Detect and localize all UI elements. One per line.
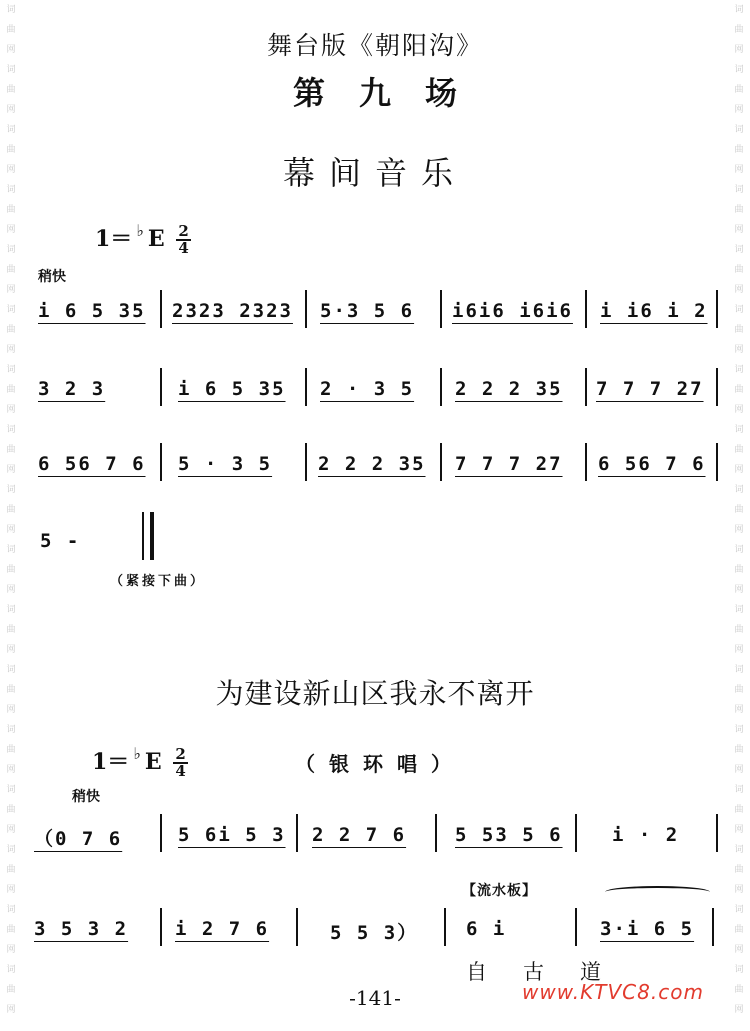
side-watermark-char: 网 xyxy=(734,1005,744,1015)
side-watermark-char: 曲 xyxy=(6,865,16,875)
side-watermark-char: 网 xyxy=(734,345,744,355)
bar-line xyxy=(585,368,587,406)
bar-line xyxy=(305,368,307,406)
side-watermark-char: 词 xyxy=(6,365,16,375)
side-watermark-char: 词 xyxy=(6,65,16,75)
lyrics-line: 自古道 xyxy=(466,960,637,984)
side-watermark-char: 词 xyxy=(734,845,744,855)
side-watermark-char: 曲 xyxy=(6,325,16,335)
side-watermark-char: 词 xyxy=(6,185,16,195)
key-note: E xyxy=(144,749,162,775)
final-bar-thick xyxy=(150,512,154,560)
side-watermark-char: 曲 xyxy=(6,805,16,815)
side-watermark-char: 词 xyxy=(6,845,16,855)
side-watermark-char: 词 xyxy=(6,545,16,555)
measure: 5 - xyxy=(40,530,81,552)
side-watermark-char: 网 xyxy=(734,465,744,475)
tempo-marking-2: 稍快 xyxy=(72,789,100,805)
slur xyxy=(605,886,710,898)
flat-sign: ♭ xyxy=(133,744,141,763)
measure: i 2 7 6 xyxy=(175,918,270,940)
side-watermark-char: 词 xyxy=(6,125,16,135)
side-watermark-char: 网 xyxy=(6,465,16,475)
time-numerator: 2 xyxy=(178,222,189,240)
side-watermark-char: 网 xyxy=(6,225,16,235)
measure: 6 56 7 6 xyxy=(598,453,706,475)
bar-line xyxy=(444,908,446,946)
side-watermark-char: 网 xyxy=(6,945,16,955)
measure: 5·3 5 6 xyxy=(320,300,415,322)
side-watermark-char: 网 xyxy=(734,825,744,835)
key-signature-1 xyxy=(95,222,191,256)
staff-row xyxy=(0,824,750,864)
side-watermark-char: 曲 xyxy=(6,85,16,95)
side-watermark-char: 词 xyxy=(734,785,744,795)
tempo-marking-1: 稍快 xyxy=(38,269,66,285)
side-watermark-char: 词 xyxy=(734,965,744,975)
side-watermark-char: 网 xyxy=(734,525,744,535)
measure: i · 2 xyxy=(612,824,680,846)
side-watermark-char: 曲 xyxy=(6,985,16,995)
measure: 5 5 3） xyxy=(330,922,419,944)
side-watermark-char: 词 xyxy=(734,725,744,735)
measure: i 6 5 35 xyxy=(178,378,286,400)
side-watermark-char: 曲 xyxy=(734,565,744,575)
bar-line xyxy=(585,443,587,481)
side-watermark-char: 曲 xyxy=(734,745,744,755)
side-watermark-char: 曲 xyxy=(734,445,744,455)
side-watermark-char: 词 xyxy=(734,5,744,15)
side-watermark-char: 词 xyxy=(734,605,744,615)
side-watermark-char: 网 xyxy=(6,405,16,415)
bar-line xyxy=(296,908,298,946)
section-title-song: 为建设新山区我永不离开 xyxy=(215,677,535,710)
side-watermark-char: 网 xyxy=(6,525,16,535)
side-watermark-char: 网 xyxy=(6,45,16,55)
side-watermark-char: 词 xyxy=(734,125,744,135)
side-watermark-char: 网 xyxy=(734,585,744,595)
side-watermark-char: 词 xyxy=(734,365,744,375)
measure: 6 i xyxy=(466,918,507,940)
side-watermark-char: 网 xyxy=(734,945,744,955)
side-watermark-char: 曲 xyxy=(6,625,16,635)
side-watermark-char: 曲 xyxy=(6,445,16,455)
side-watermark-char: 曲 xyxy=(6,685,16,695)
bar-line xyxy=(435,814,437,852)
measure: 2 2 2 35 xyxy=(455,378,563,400)
side-watermark-char: 网 xyxy=(734,645,744,655)
bar-line xyxy=(160,290,162,328)
bar-line xyxy=(440,443,442,481)
bar-line xyxy=(160,368,162,406)
bar-line xyxy=(712,908,714,946)
bar-line xyxy=(440,290,442,328)
side-watermark-char: 词 xyxy=(6,605,16,615)
side-watermark-char: 网 xyxy=(734,45,744,55)
side-watermark-char: 曲 xyxy=(6,505,16,515)
time-numerator: 2 xyxy=(175,745,186,763)
bar-line xyxy=(305,443,307,481)
bar-line xyxy=(575,908,577,946)
side-watermark-char: 曲 xyxy=(734,925,744,935)
bar-line xyxy=(160,443,162,481)
scene-title: 第九场 xyxy=(292,74,491,112)
flat-sign: ♭ xyxy=(136,221,144,240)
measure: i6i6 i6i6 xyxy=(452,300,573,322)
side-watermark-char: 词 xyxy=(734,185,744,195)
time-denominator: 4 xyxy=(178,239,189,257)
bar-line xyxy=(575,814,577,852)
measure: 5 6i 5 3 xyxy=(178,824,286,846)
side-watermark-char: 曲 xyxy=(734,505,744,515)
side-watermark-char: 网 xyxy=(734,105,744,115)
side-watermark-char: 词 xyxy=(734,245,744,255)
side-watermark-char: 网 xyxy=(6,885,16,895)
side-watermark-char: 网 xyxy=(734,765,744,775)
side-watermark-char: 网 xyxy=(734,165,744,175)
side-watermark-char: 曲 xyxy=(6,925,16,935)
side-watermark-char: 网 xyxy=(734,885,744,895)
side-watermark-char: 词 xyxy=(6,725,16,735)
side-watermark-char: 曲 xyxy=(6,265,16,275)
side-watermark-char: 词 xyxy=(734,665,744,675)
measure: 5 53 5 6 xyxy=(455,824,563,846)
side-watermark-char: 曲 xyxy=(734,25,744,35)
site-watermark: www.KTVC8.com xyxy=(522,980,704,1004)
side-watermark-char: 曲 xyxy=(6,385,16,395)
side-watermark-char: 曲 xyxy=(734,85,744,95)
final-bar-thin xyxy=(142,512,144,560)
side-watermark-char: 网 xyxy=(6,585,16,595)
key-note: E xyxy=(147,226,165,252)
side-watermark-char: 网 xyxy=(734,225,744,235)
bar-line xyxy=(160,908,162,946)
side-watermark-char: 词 xyxy=(6,965,16,975)
bar-line xyxy=(716,290,718,328)
side-watermark-char: 网 xyxy=(6,1005,16,1015)
footnote: （紧接下曲） xyxy=(110,574,207,589)
measure: 3·i 6 5 xyxy=(600,918,695,940)
staff-row xyxy=(0,530,750,570)
time-denominator: 4 xyxy=(175,762,186,780)
side-watermark-char: 网 xyxy=(6,765,16,775)
bar-line xyxy=(160,814,162,852)
singer-label: （银环唱） xyxy=(295,752,465,776)
side-watermark-char: 曲 xyxy=(6,565,16,575)
measure: 2323 2323 xyxy=(172,300,293,322)
side-watermark-char: 曲 xyxy=(6,25,16,35)
time-signature xyxy=(173,747,187,779)
side-watermark-char: 网 xyxy=(734,705,744,715)
measure: 7 7 7 27 xyxy=(596,378,704,400)
side-watermark-char: 网 xyxy=(734,405,744,415)
bar-line xyxy=(585,290,587,328)
side-watermark-char: 词 xyxy=(6,905,16,915)
side-watermark-char: 网 xyxy=(6,345,16,355)
side-watermark-char: 曲 xyxy=(734,385,744,395)
measure: 3 5 3 2 xyxy=(34,918,129,940)
measure: 2 2 2 35 xyxy=(318,453,426,475)
key-signature-2 xyxy=(92,745,188,779)
side-watermark-char: 词 xyxy=(6,5,16,15)
side-watermark-char: 词 xyxy=(6,425,16,435)
side-watermark-char: 曲 xyxy=(734,685,744,695)
measure: 6 56 7 6 xyxy=(38,453,146,475)
side-watermark-char: 词 xyxy=(734,905,744,915)
side-watermark-char: 曲 xyxy=(734,145,744,155)
side-watermark-char: 曲 xyxy=(6,745,16,755)
side-watermark-char: 词 xyxy=(6,245,16,255)
bar-line xyxy=(440,368,442,406)
side-watermark-char: 词 xyxy=(734,305,744,315)
staff-row xyxy=(0,300,750,340)
staff-row xyxy=(0,378,750,418)
staff-row xyxy=(0,918,750,958)
side-watermark-char: 词 xyxy=(6,305,16,315)
measure: 5 · 3 5 xyxy=(178,453,273,475)
side-watermark-char: 曲 xyxy=(734,805,744,815)
measure: 2 · 3 5 xyxy=(320,378,415,400)
measure: 3 2 3 xyxy=(38,378,106,400)
time-signature xyxy=(176,224,190,256)
side-watermark-char: 词 xyxy=(6,785,16,795)
opera-subtitle: 舞台版《朝阳沟》 xyxy=(266,31,483,60)
section-title-interlude: 幕间音乐 xyxy=(282,154,467,192)
measure: i 6 5 35 xyxy=(38,300,146,322)
side-watermark-char: 词 xyxy=(734,545,744,555)
bar-line xyxy=(716,443,718,481)
side-watermark-char: 曲 xyxy=(734,205,744,215)
side-watermark-char: 网 xyxy=(6,825,16,835)
side-watermark-char: 网 xyxy=(734,285,744,295)
key-label: 1＝ xyxy=(95,226,133,252)
side-watermark-char: 曲 xyxy=(734,625,744,635)
measure: （0 7 6 xyxy=(34,828,123,850)
bar-line xyxy=(716,814,718,852)
measure: i i6 i 2 xyxy=(600,300,708,322)
key-label: 1＝ xyxy=(92,749,130,775)
side-watermark-char: 曲 xyxy=(734,265,744,275)
side-watermark-char: 词 xyxy=(734,485,744,495)
measure: 7 7 7 27 xyxy=(455,453,563,475)
banban-marking: 【流水板】 xyxy=(462,883,537,899)
side-watermark-char: 词 xyxy=(734,425,744,435)
side-watermark-char: 网 xyxy=(6,285,16,295)
side-watermark-char: 网 xyxy=(6,645,16,655)
side-watermark-char: 曲 xyxy=(6,205,16,215)
side-watermark-char: 网 xyxy=(6,105,16,115)
side-watermark-char: 曲 xyxy=(734,985,744,995)
bar-line xyxy=(716,368,718,406)
measure: 2 2 7 6 xyxy=(312,824,407,846)
side-watermark-char: 网 xyxy=(6,165,16,175)
page-number: -141- xyxy=(349,986,401,1010)
bar-line xyxy=(296,814,298,852)
side-watermark-char: 词 xyxy=(734,65,744,75)
staff-row xyxy=(0,453,750,493)
side-watermark-char: 网 xyxy=(6,705,16,715)
side-watermark-char: 词 xyxy=(6,485,16,495)
side-watermark-char: 词 xyxy=(6,665,16,675)
side-watermark-char: 曲 xyxy=(734,865,744,875)
side-watermark-char: 曲 xyxy=(6,145,16,155)
bar-line xyxy=(305,290,307,328)
side-watermark-char: 曲 xyxy=(734,325,744,335)
